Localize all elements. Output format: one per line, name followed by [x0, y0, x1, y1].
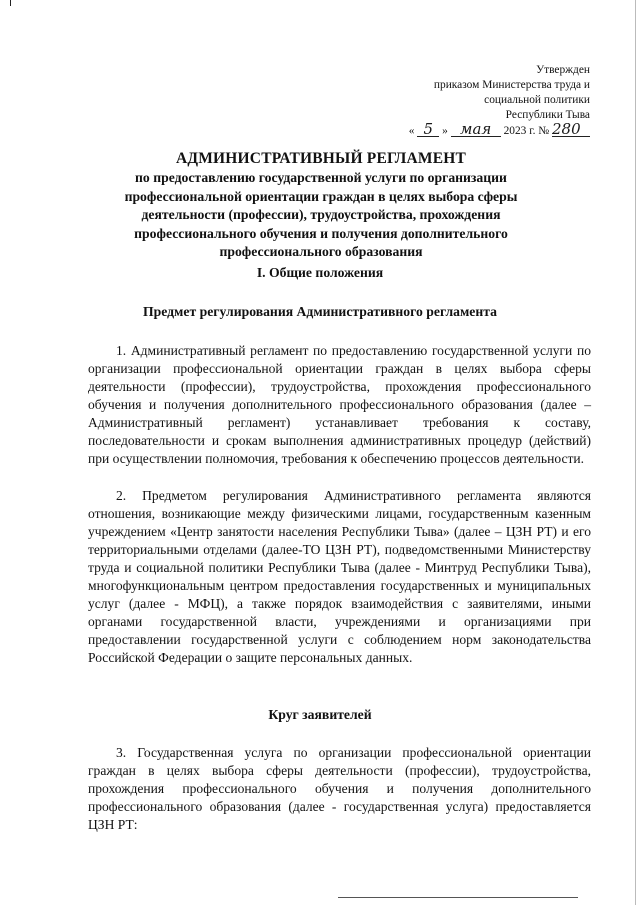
subsection-heading-subject: Предмет регулирования Административного регламента: [142, 304, 498, 319]
subsection-heading-applicants: Круг заявителей: [268, 707, 372, 722]
paragraph-1: 1. Административный регламент по предоставлению государственной услуги по организации профессиональной ориентации граждан в целях выбора сферы деятельности (профессии), трудоустройства, прохождения профессионального обучения и получения дополнительного профессионального образования (далее – Административный регламент) устанавливает требования к составу, последовательности и срокам выполнения административных процедур (действий) при осуществлении полномочия, требования к обеспечению процессов деятельности.: [88, 343, 591, 467]
approval-stamp: [330, 63, 590, 139]
approval-line: Утвержден: [536, 64, 590, 76]
scan-edge-mark: [10, 0, 11, 6]
date-day-handwritten: 5: [417, 123, 439, 137]
document-title: АДМИНИСТРАТИВНЫЙ РЕГЛАМЕНТ: [175, 150, 467, 167]
document-title-block: [92, 148, 550, 262]
date-open-quote: «: [408, 125, 415, 137]
title-line: профессионального обучения и получения дополнительного: [134, 225, 508, 241]
order-number-handwritten: 280: [552, 123, 590, 137]
bottom-rule: [338, 897, 578, 898]
date-year: 2023 г. №: [503, 125, 550, 137]
approval-date: [330, 120, 590, 139]
approval-line: социальной политики: [484, 94, 590, 106]
paragraph-2: 2. Предметом регулирования Административного регламента являются отношения, возникающие между физическими лицами, государственным казенным учреждением «Центр занятости населения Республики Тыва» (далее – ЦЗН РТ) и его территориальными отделами (далее-ТО ЦЗН РТ), подведомственными Министерству труда и социальной политики Республики Тыва (далее - Минтруд Республики Тыва), многофункциональным центром предоставления государственных и муниципальных услуг (далее - МФЦ), а также порядок взаимодействия с заявителями, иными органами государственной власти, учреждениями и организациями при предоставлении государственной услуги с соблюдением норм законодательства Российской Федерации о защите персональных данных.: [88, 488, 591, 666]
paragraph-3: 3. Государственная услуга по организации профессиональной ориентации граждан в целях выбора сферы деятельности (профессии), трудоустройства, прохождения профессионального обучения и получения дополнительного профессионального образования (далее - государственная услуга) предоставляется ЦЗН РТ:: [88, 745, 591, 833]
approval-line: Республики Тыва: [505, 109, 590, 121]
title-line: деятельности (профессии), трудоустройства, прохождения: [141, 207, 501, 222]
date-close-quote: »: [442, 125, 448, 137]
approval-line: приказом Министерства труда и: [433, 79, 590, 91]
section-heading-general: I. Общие положения: [256, 265, 384, 280]
title-line: профессиональной ориентации граждан в целях выбора сферы: [124, 188, 518, 204]
title-line: профессионального образования: [219, 244, 423, 259]
date-month-handwritten: мая: [451, 123, 501, 137]
title-line: по предоставлению государственной услуги по организации: [135, 170, 507, 185]
